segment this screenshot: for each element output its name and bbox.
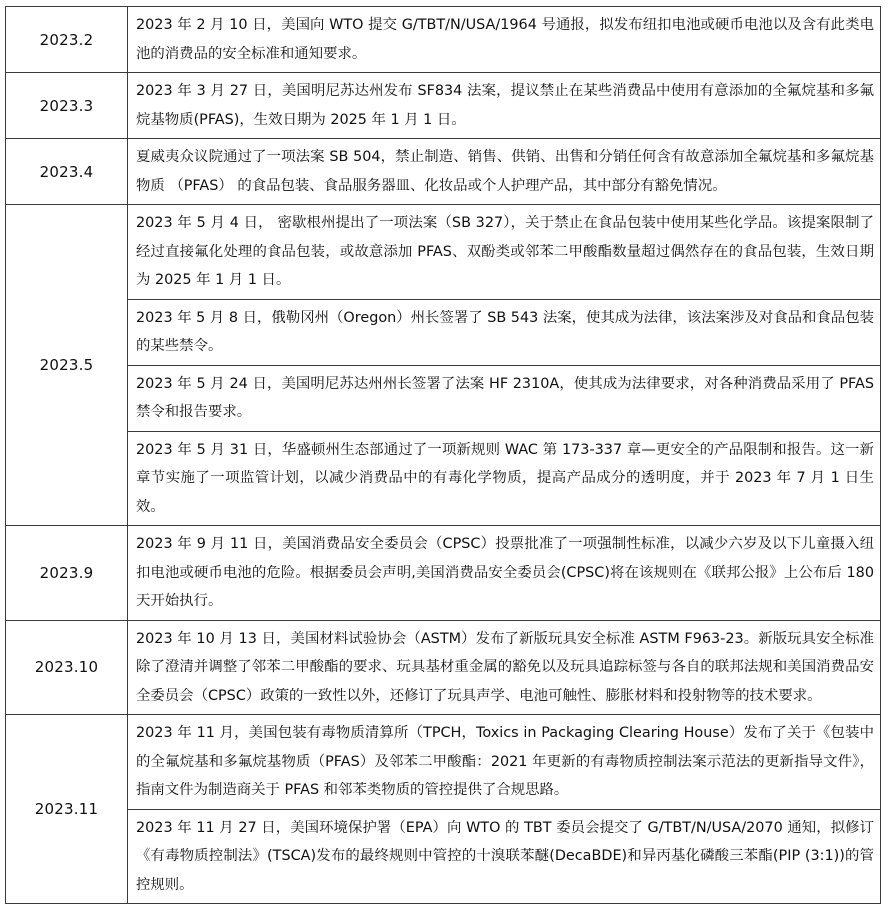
date-cell: 2023.5 — [6, 205, 128, 526]
regulation-description: 夏威夷众议院通过了一项法案 SB 504，禁止制造、销售、供销、出售和分销任何含有故意添加全氟烷基和多氟烷基物质 （PFAS） 的食品包装、食品服务器皿、化妆品或个人护理产品，其中部分有豁免情况。 — [128, 139, 881, 205]
table-row — [6, 139, 881, 205]
table-row — [6, 7, 881, 73]
regulation-description: 2023 年 11 月，美国包装有毒物质清算所（TPCH，Toxics in Packaging Clearing House）发布了关于《包装中的全氟烷基和多氟烷基物质（PFAS）及邻苯二甲酸酯：2021 年更新的有毒物质控制法案示范法的更新指导文件》，指南文件为制造商关于 PFAS 和邻苯类物质的管控提供了合规思路。 — [128, 715, 881, 810]
date-cell: 2023.3 — [6, 73, 128, 139]
regulation-description: 2023 年 5 月 31 日，华盛顿州生态部通过了一项新规则 WAC 第 173-337 章—更安全的产品限制和报告。这一新章节实施了一项监管计划，以减少消费品中的有毒化学物质，提高产品成分的透明度，并于 2023 年 7 月 1 日生效。 — [128, 431, 881, 526]
regulation-description: 2023 年 5 月 4 日， 密歇根州提出了一项法案（SB 327），关于禁止在食品包装中使用某些化学品。该提案限制了经过直接氟化处理的食品包装，或故意添加 PFAS、双酚类或邻苯二甲酸酯数量超过偶然存在的食品包装，生效日期为 2025 年 1 月 1 日。 — [128, 205, 881, 300]
table-row — [6, 365, 881, 431]
table-row — [6, 205, 881, 300]
regulation-description: 2023 年 3 月 27 日，美国明尼苏达州发布 SF834 法案，提议禁止在某些消费品中使用有意添加的全氟烷基和多氟烷基物质(PFAS)，生效日期为 2025 年 1 月 1 日。 — [128, 73, 881, 139]
table-body — [6, 7, 881, 904]
regulation-description: 2023 年 2 月 10 日，美国向 WTO 提交 G/TBT/N/USA/1964 号通报，拟发布纽扣电池或硬币电池以及含有此类电池的消费品的安全标准和通知要求。 — [128, 7, 881, 73]
regulation-description: 2023 年 5 月 8 日，俄勒冈州（Oregon）州长签署了 SB 543 法案，使其成为法律，该法案涉及对食品和食品包装的某些禁令。 — [128, 299, 881, 365]
date-cell: 2023.11 — [6, 715, 128, 904]
regulation-description: 2023 年 5 月 24 日，美国明尼苏达州州长签署了法案 HF 2310A，使其成为法律要求，对各种消费品采用了 PFAS 禁令和报告要求。 — [128, 365, 881, 431]
date-cell: 2023.4 — [6, 139, 128, 205]
table-row — [6, 431, 881, 526]
table-row — [6, 299, 881, 365]
table-row — [6, 73, 881, 139]
regulation-description: 2023 年 9 月 11 日，美国消费品安全委员会（CPSC）投票批准了一项强制性标准，以减少六岁及以下儿童摄入纽扣电池或硬币电池的危险。根据委员会声明,美国消费品安全委员会(CPSC)将在该规则在《联邦公报》上公布后 180 天开始执行。 — [128, 526, 881, 621]
table-row — [6, 620, 881, 715]
regulation-description: 2023 年 10 月 13 日，美国材料试验协会（ASTM）发布了新版玩具安全标准 ASTM F963-23。新版玩具安全标准除了澄清并调整了邻苯二甲酸酯的要求、玩具基材重金属的豁免以及玩具追踪标签与各自的联邦法规和美国消费品安全委员会（CPSC）政策的一致性以外，还修订了玩具声学、电池可触性、膨胀材料和投射物等的技术要求。 — [128, 620, 881, 715]
table-row — [6, 715, 881, 810]
regulation-timeline-table — [5, 6, 881, 904]
regulation-description: 2023 年 11 月 27 日，美国环境保护署（EPA）向 WTO 的 TBT 委员会提交了 G/TBT/N/USA/2070 通知，拟修订《有毒物质控制法》(TSCA)发布的最终规则中管控的十溴联苯醚(DecaBDE)和异丙基化磷酸三苯酯(PIP (3:1))的管控规则。 — [128, 809, 881, 904]
date-cell: 2023.2 — [6, 7, 128, 73]
date-cell: 2023.10 — [6, 620, 128, 715]
table-row — [6, 526, 881, 621]
date-cell: 2023.9 — [6, 526, 128, 621]
table-row — [6, 809, 881, 904]
